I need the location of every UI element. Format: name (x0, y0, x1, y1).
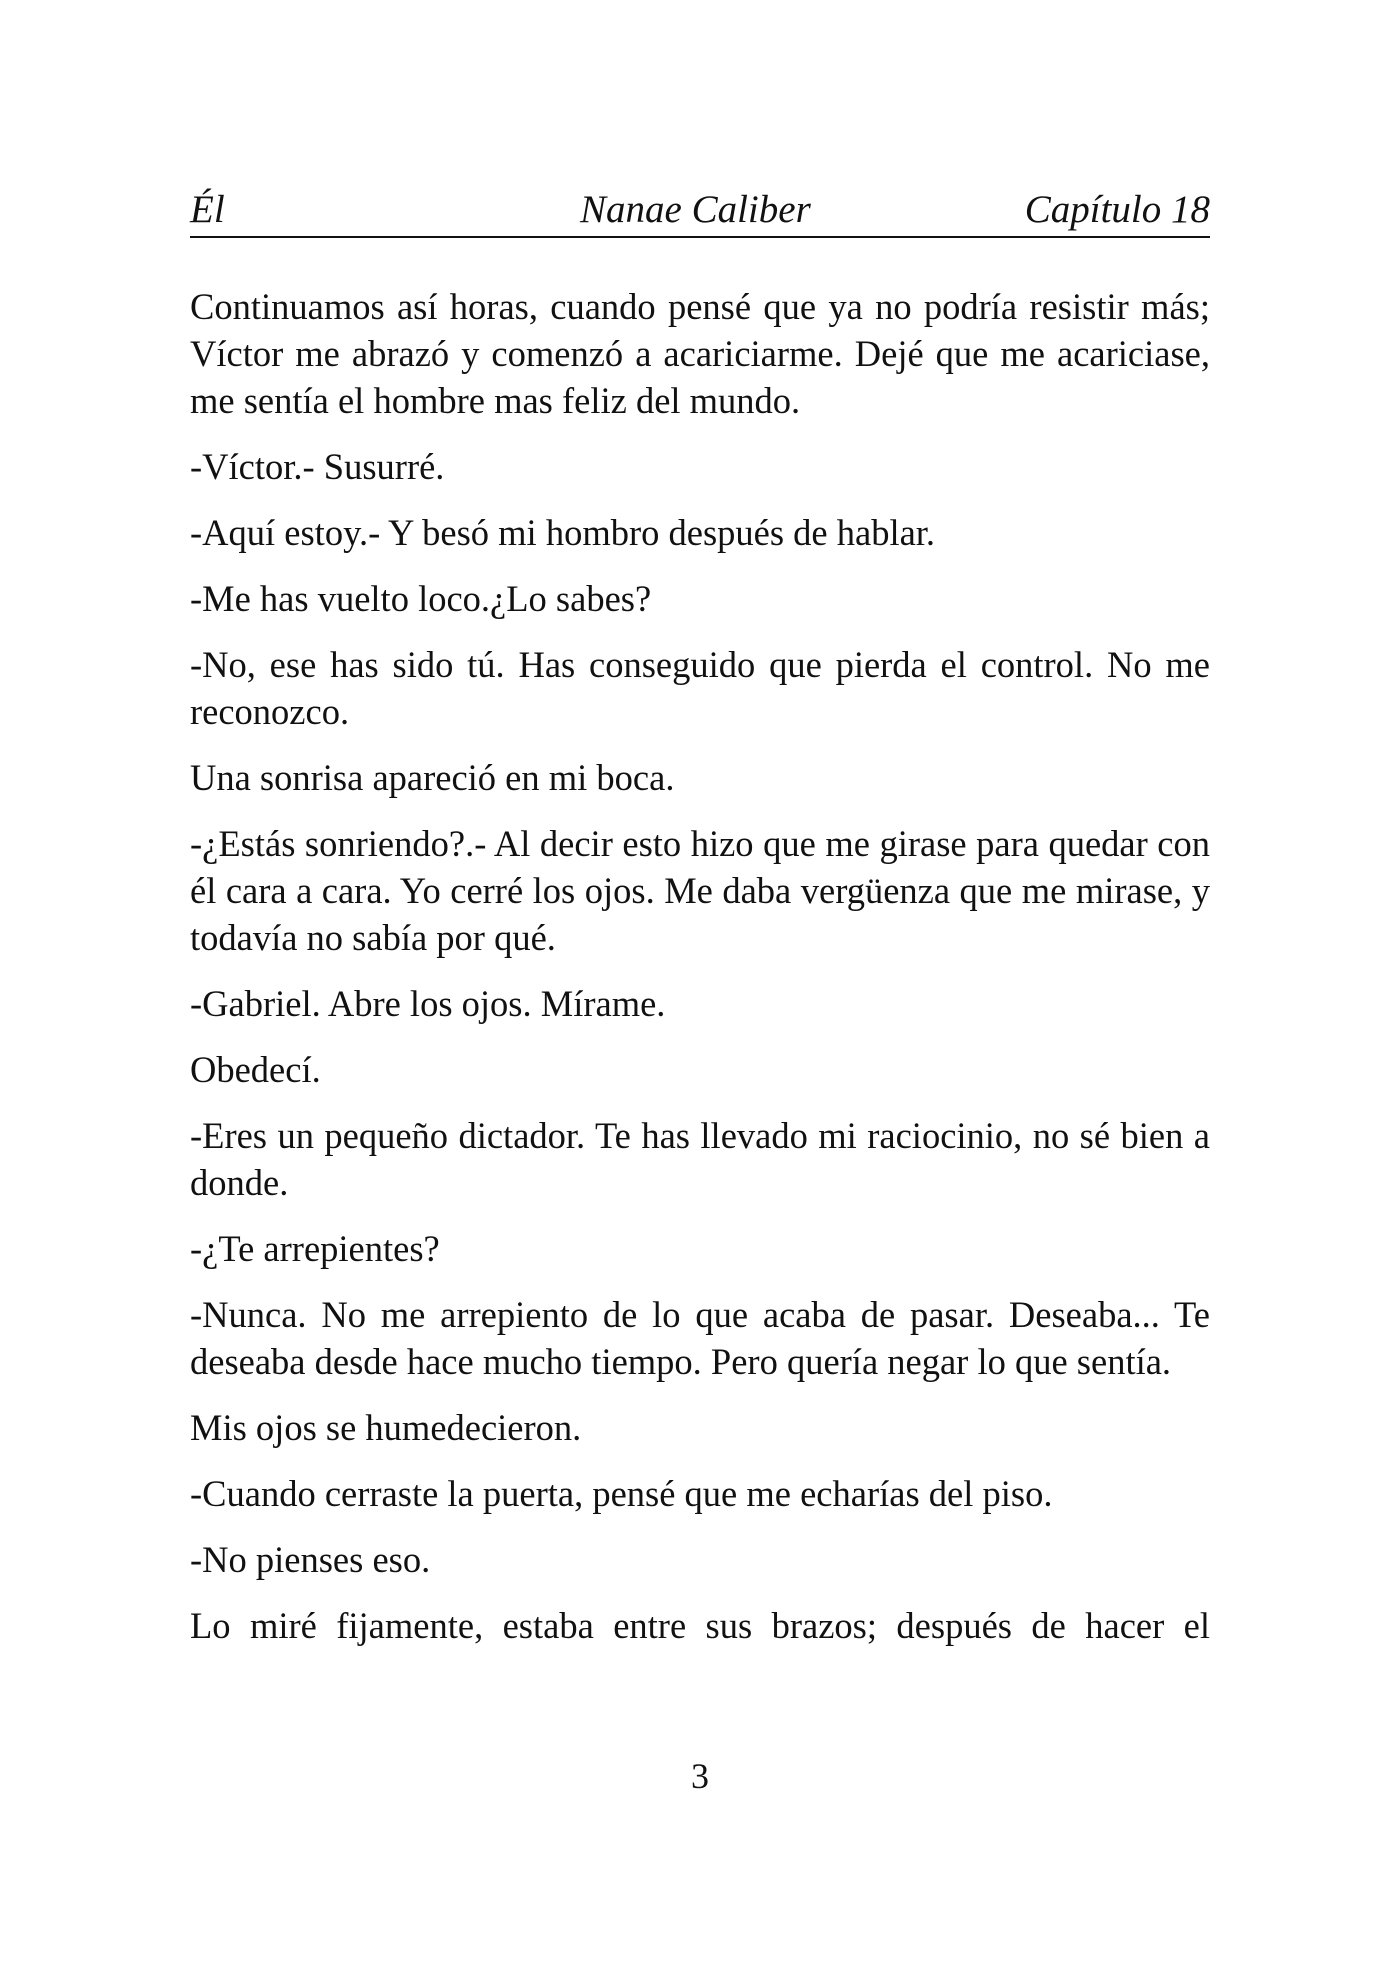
paragraph: Continuamos así horas, cuando pensé que ya no podría resistir más; Víctor me abrazó y comenzó a acariciarme. Dejé que me acariciase, me sentía el hombre mas feliz del mundo. (190, 286, 1210, 421)
paragraph: -Aquí estoy.- Y besó mi hombro después de hablar. (190, 512, 936, 553)
running-header (190, 186, 1210, 238)
paragraph: -Me has vuelto loco.¿Lo sabes? (190, 578, 652, 619)
paragraph: -Nunca. No me arrepiento de lo que acaba de pasar. Deseaba... Te deseaba desde hace mucho tiempo. Pero quería negar lo que sentía. (190, 1294, 1210, 1382)
header-chapter: Capítulo 18 (1024, 188, 1210, 231)
paragraph: -Víctor.- Susurré. (190, 446, 445, 487)
paragraph: -No pienses eso. (190, 1539, 431, 1580)
paragraph: -No, ese has sido tú. Has conseguido que pierda el control. No me reconozco. (190, 644, 1210, 732)
header-author: Nanae Caliber (580, 188, 811, 231)
paragraph: Una sonrisa apareció en mi boca. (190, 757, 675, 798)
paragraph: -¿Te arrepientes? (190, 1228, 440, 1269)
paragraph: Obedecí. (190, 1049, 321, 1090)
paragraph: -Eres un pequeño dictador. Te has llevado mi raciocinio, no sé bien a donde. (190, 1115, 1210, 1203)
paragraph: -¿Estás sonriendo?.- Al decir esto hizo que me girase para quedar con él cara a cara. Yo cerré los ojos. Me daba vergüenza que me mirase, y todavía no sabía por qué. (190, 823, 1210, 958)
page-body (190, 283, 1210, 1668)
header-title: Él (190, 188, 225, 231)
page-number: 3 (691, 1756, 709, 1796)
paragraph: -Gabriel. Abre los ojos. Mírame. (190, 983, 666, 1024)
paragraph: Lo miré fijamente, estaba entre sus brazos; después de hacer el (190, 1605, 1210, 1646)
paragraph: Mis ojos se humedecieron. (190, 1407, 582, 1448)
paragraph: -Cuando cerraste la puerta, pensé que me echarías del piso. (190, 1473, 1053, 1514)
